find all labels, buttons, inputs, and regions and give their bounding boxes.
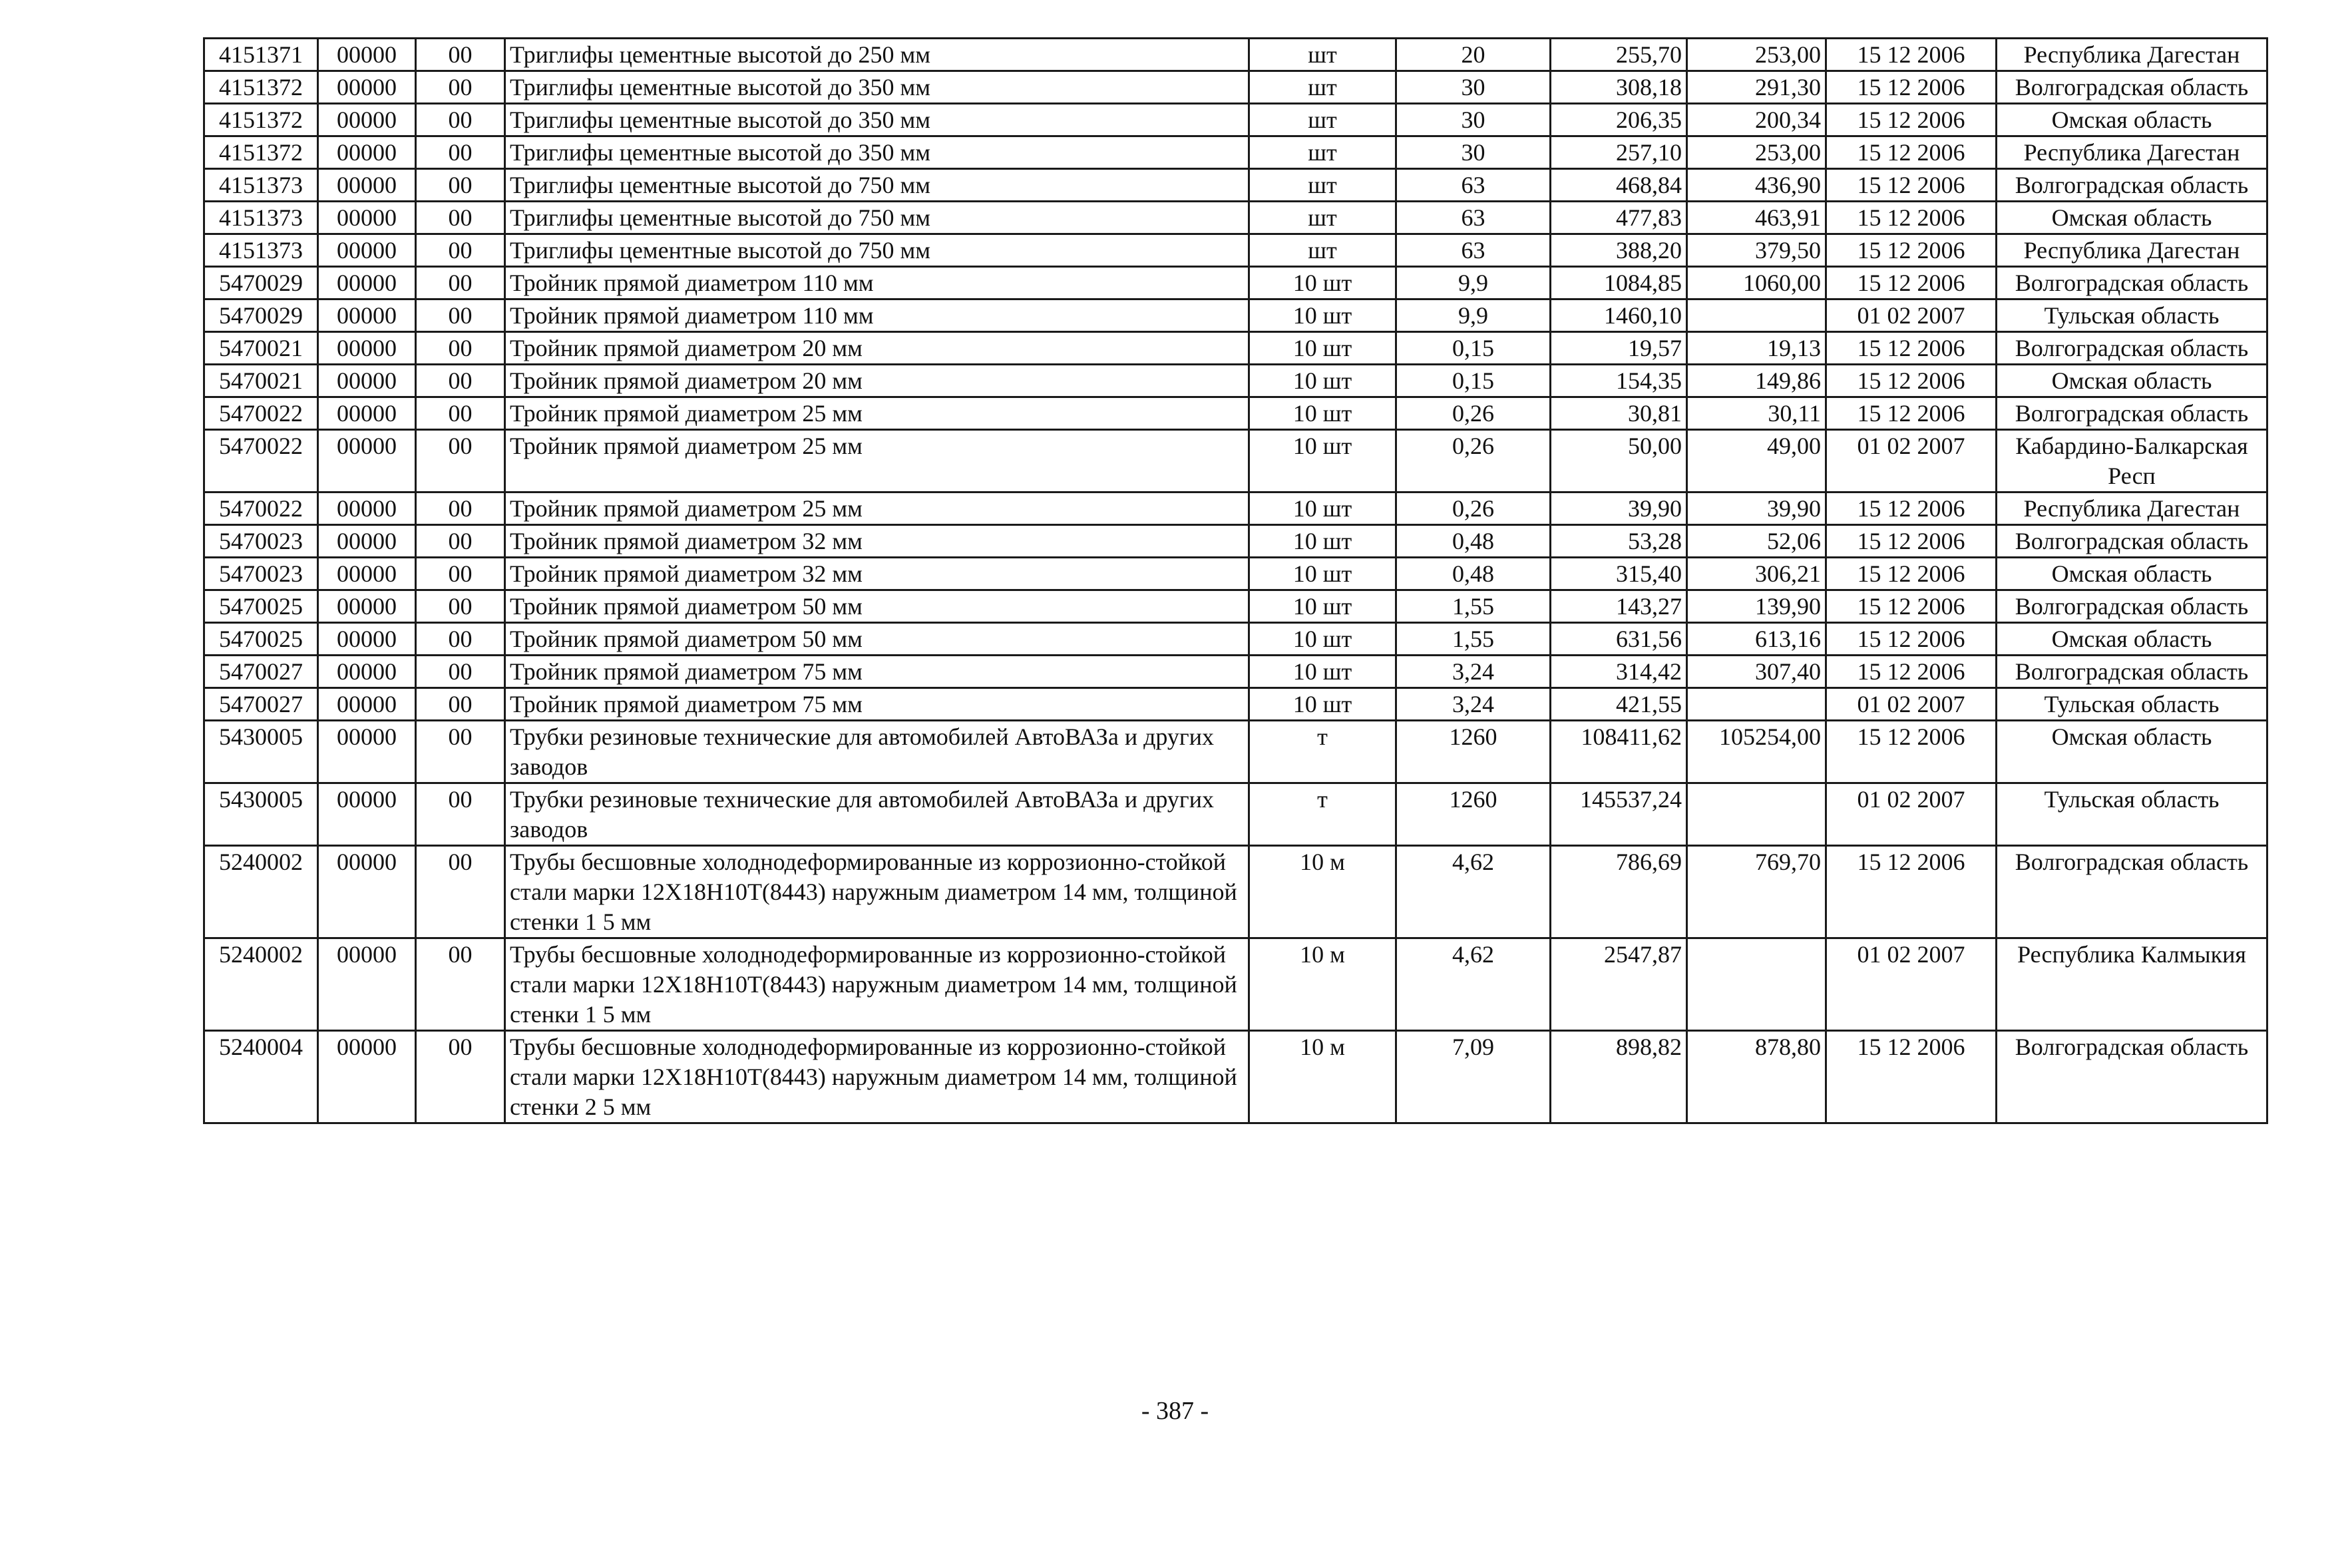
price-cell: 143,27 <box>1551 590 1687 623</box>
region-cell: Республика Дагестан <box>1997 39 2267 71</box>
unit-cell: шт <box>1249 169 1396 202</box>
price-cell: 30,81 <box>1551 397 1687 430</box>
price-alt-cell: 39,90 <box>1687 492 1826 525</box>
price-cell: 154,35 <box>1551 365 1687 397</box>
unit-cell: шт <box>1249 39 1396 71</box>
price-cell: 108411,62 <box>1551 721 1687 783</box>
quantity-cell: 30 <box>1396 104 1551 136</box>
table-row <box>204 136 2267 169</box>
product-name-cell: Триглифы цементные высотой до 350 мм <box>505 71 1249 104</box>
sub-code-cell: 00000 <box>318 846 416 938</box>
product-code-cell: 5470027 <box>204 656 318 688</box>
class-code-cell: 00 <box>416 623 505 656</box>
class-code-cell: 00 <box>416 688 505 721</box>
quantity-cell: 7,09 <box>1396 1031 1551 1123</box>
product-code-cell: 5240004 <box>204 1031 318 1123</box>
sub-code-cell: 00000 <box>318 39 416 71</box>
price-cell: 206,35 <box>1551 104 1687 136</box>
price-table <box>203 37 2268 1124</box>
class-code-cell: 00 <box>416 721 505 783</box>
quantity-cell: 30 <box>1396 71 1551 104</box>
table-row <box>204 558 2267 590</box>
unit-cell: т <box>1249 721 1396 783</box>
product-name-cell: Тройник прямой диаметром 110 мм <box>505 267 1249 299</box>
sub-code-cell: 00000 <box>318 267 416 299</box>
price-cell: 39,90 <box>1551 492 1687 525</box>
price-cell: 255,70 <box>1551 39 1687 71</box>
table-row <box>204 39 2267 71</box>
sub-code-cell: 00000 <box>318 1031 416 1123</box>
class-code-cell: 00 <box>416 783 505 846</box>
sub-code-cell: 00000 <box>318 234 416 267</box>
product-code-cell: 5430005 <box>204 721 318 783</box>
date-cell: 01 02 2007 <box>1826 430 1997 492</box>
class-code-cell: 00 <box>416 430 505 492</box>
region-cell: Тульская область <box>1997 299 2267 332</box>
sub-code-cell: 00000 <box>318 558 416 590</box>
product-name-cell: Триглифы цементные высотой до 750 мм <box>505 234 1249 267</box>
price-cell: 786,69 <box>1551 846 1687 938</box>
sub-code-cell: 00000 <box>318 397 416 430</box>
unit-cell: шт <box>1249 71 1396 104</box>
product-code-cell: 4151373 <box>204 234 318 267</box>
quantity-cell: 4,62 <box>1396 938 1551 1031</box>
product-code-cell: 5240002 <box>204 846 318 938</box>
table-row <box>204 590 2267 623</box>
price-cell: 1084,85 <box>1551 267 1687 299</box>
product-code-cell: 4151372 <box>204 136 318 169</box>
date-cell: 15 12 2006 <box>1826 623 1997 656</box>
class-code-cell: 00 <box>416 234 505 267</box>
table-row <box>204 169 2267 202</box>
product-name-cell: Тройник прямой диаметром 25 мм <box>505 397 1249 430</box>
quantity-cell: 9,9 <box>1396 299 1551 332</box>
price-cell: 19,57 <box>1551 332 1687 365</box>
unit-cell: 10 шт <box>1249 397 1396 430</box>
price-alt-cell: 253,00 <box>1687 136 1826 169</box>
class-code-cell: 00 <box>416 39 505 71</box>
region-cell: Волгоградская область <box>1997 525 2267 558</box>
date-cell: 15 12 2006 <box>1826 846 1997 938</box>
unit-cell: 10 шт <box>1249 430 1396 492</box>
price-alt-cell: 49,00 <box>1687 430 1826 492</box>
table-row <box>204 104 2267 136</box>
product-name-cell: Тройник прямой диаметром 50 мм <box>505 623 1249 656</box>
price-alt-cell: 139,90 <box>1687 590 1826 623</box>
region-cell: Волгоградская область <box>1997 1031 2267 1123</box>
region-cell: Тульская область <box>1997 688 2267 721</box>
sub-code-cell: 00000 <box>318 623 416 656</box>
quantity-cell: 9,9 <box>1396 267 1551 299</box>
class-code-cell: 00 <box>416 299 505 332</box>
price-cell: 468,84 <box>1551 169 1687 202</box>
price-alt-cell: 463,91 <box>1687 202 1826 234</box>
sub-code-cell: 00000 <box>318 721 416 783</box>
sub-code-cell: 00000 <box>318 430 416 492</box>
class-code-cell: 00 <box>416 365 505 397</box>
price-alt-cell <box>1687 299 1826 332</box>
table-row <box>204 430 2267 492</box>
product-name-cell: Трубки резиновые технические для автомобилей АвтоВАЗа и других заводов <box>505 783 1249 846</box>
date-cell: 15 12 2006 <box>1826 525 1997 558</box>
price-cell: 2547,87 <box>1551 938 1687 1031</box>
sub-code-cell: 00000 <box>318 365 416 397</box>
price-alt-cell: 1060,00 <box>1687 267 1826 299</box>
region-cell: Омская область <box>1997 623 2267 656</box>
unit-cell: 10 шт <box>1249 590 1396 623</box>
date-cell: 15 12 2006 <box>1826 656 1997 688</box>
quantity-cell: 3,24 <box>1396 688 1551 721</box>
product-code-cell: 4151371 <box>204 39 318 71</box>
price-alt-cell <box>1687 688 1826 721</box>
table-row <box>204 783 2267 846</box>
table-row <box>204 234 2267 267</box>
price-alt-cell: 149,86 <box>1687 365 1826 397</box>
date-cell: 01 02 2007 <box>1826 938 1997 1031</box>
product-code-cell: 5470025 <box>204 623 318 656</box>
quantity-cell: 0,15 <box>1396 332 1551 365</box>
price-alt-cell: 291,30 <box>1687 71 1826 104</box>
class-code-cell: 00 <box>416 1031 505 1123</box>
region-cell: Омская область <box>1997 558 2267 590</box>
product-code-cell: 5470027 <box>204 688 318 721</box>
product-code-cell: 5470023 <box>204 558 318 590</box>
price-cell: 314,42 <box>1551 656 1687 688</box>
unit-cell: шт <box>1249 136 1396 169</box>
date-cell: 15 12 2006 <box>1826 332 1997 365</box>
price-alt-cell: 52,06 <box>1687 525 1826 558</box>
date-cell: 15 12 2006 <box>1826 136 1997 169</box>
table-row <box>204 525 2267 558</box>
date-cell: 15 12 2006 <box>1826 365 1997 397</box>
table-row <box>204 71 2267 104</box>
price-cell: 308,18 <box>1551 71 1687 104</box>
product-name-cell: Триглифы цементные высотой до 350 мм <box>505 136 1249 169</box>
product-name-cell: Тройник прямой диаметром 75 мм <box>505 688 1249 721</box>
price-alt-cell: 306,21 <box>1687 558 1826 590</box>
class-code-cell: 00 <box>416 492 505 525</box>
price-cell: 145537,24 <box>1551 783 1687 846</box>
product-code-cell: 5430005 <box>204 783 318 846</box>
class-code-cell: 00 <box>416 558 505 590</box>
date-cell: 15 12 2006 <box>1826 71 1997 104</box>
class-code-cell: 00 <box>416 136 505 169</box>
product-code-cell: 5470022 <box>204 430 318 492</box>
product-code-cell: 5470021 <box>204 365 318 397</box>
region-cell: Кабардино-Балкарская Респ <box>1997 430 2267 492</box>
region-cell: Омская область <box>1997 365 2267 397</box>
sub-code-cell: 00000 <box>318 938 416 1031</box>
product-code-cell: 4151372 <box>204 71 318 104</box>
region-cell: Волгоградская область <box>1997 656 2267 688</box>
unit-cell: 10 шт <box>1249 656 1396 688</box>
price-alt-cell: 253,00 <box>1687 39 1826 71</box>
table-row <box>204 656 2267 688</box>
region-cell: Республика Дагестан <box>1997 136 2267 169</box>
quantity-cell: 0,26 <box>1396 492 1551 525</box>
product-code-cell: 5470022 <box>204 492 318 525</box>
product-name-cell: Трубы бесшовные холоднодеформированные из коррозионно-стойкой стали марки 12Х18Н10Т(8443) наружным диаметром 14 мм, толщиной стенки 1 5 мм <box>505 846 1249 938</box>
region-cell: Волгоградская область <box>1997 332 2267 365</box>
unit-cell: 10 м <box>1249 846 1396 938</box>
price-cell: 898,82 <box>1551 1031 1687 1123</box>
table-row <box>204 1031 2267 1123</box>
page-number: - 387 - <box>1141 1397 1209 1425</box>
unit-cell: 10 м <box>1249 938 1396 1031</box>
unit-cell: шт <box>1249 202 1396 234</box>
quantity-cell: 0,48 <box>1396 525 1551 558</box>
date-cell: 15 12 2006 <box>1826 1031 1997 1123</box>
product-code-cell: 5470025 <box>204 590 318 623</box>
class-code-cell: 00 <box>416 104 505 136</box>
product-name-cell: Триглифы цементные высотой до 750 мм <box>505 202 1249 234</box>
price-alt-cell: 379,50 <box>1687 234 1826 267</box>
class-code-cell: 00 <box>416 590 505 623</box>
sub-code-cell: 00000 <box>318 136 416 169</box>
product-name-cell: Трубки резиновые технические для автомобилей АвтоВАЗа и других заводов <box>505 721 1249 783</box>
price-cell: 421,55 <box>1551 688 1687 721</box>
quantity-cell: 0,15 <box>1396 365 1551 397</box>
product-name-cell: Трубы бесшовные холоднодеформированные из коррозионно-стойкой стали марки 12Х18Н10Т(8443) наружным диаметром 14 мм, толщиной стенки 2 5 мм <box>505 1031 1249 1123</box>
product-name-cell: Триглифы цементные высотой до 750 мм <box>505 169 1249 202</box>
date-cell: 01 02 2007 <box>1826 783 1997 846</box>
date-cell: 01 02 2007 <box>1826 688 1997 721</box>
region-cell: Волгоградская область <box>1997 397 2267 430</box>
sub-code-cell: 00000 <box>318 169 416 202</box>
quantity-cell: 0,48 <box>1396 558 1551 590</box>
region-cell: Республика Калмыкия <box>1997 938 2267 1031</box>
region-cell: Республика Дагестан <box>1997 234 2267 267</box>
table-row <box>204 846 2267 938</box>
sub-code-cell: 00000 <box>318 104 416 136</box>
sub-code-cell: 00000 <box>318 688 416 721</box>
price-cell: 53,28 <box>1551 525 1687 558</box>
table-row <box>204 332 2267 365</box>
product-code-cell: 5470029 <box>204 267 318 299</box>
date-cell: 15 12 2006 <box>1826 558 1997 590</box>
price-cell: 388,20 <box>1551 234 1687 267</box>
table-row <box>204 721 2267 783</box>
table-row <box>204 623 2267 656</box>
product-name-cell: Тройник прямой диаметром 32 мм <box>505 525 1249 558</box>
quantity-cell: 30 <box>1396 136 1551 169</box>
unit-cell: шт <box>1249 104 1396 136</box>
date-cell: 15 12 2006 <box>1826 492 1997 525</box>
quantity-cell: 0,26 <box>1396 430 1551 492</box>
price-cell: 315,40 <box>1551 558 1687 590</box>
product-name-cell: Тройник прямой диаметром 75 мм <box>505 656 1249 688</box>
price-alt-cell: 19,13 <box>1687 332 1826 365</box>
price-alt-cell: 769,70 <box>1687 846 1826 938</box>
product-name-cell: Тройник прямой диаметром 20 мм <box>505 332 1249 365</box>
date-cell: 15 12 2006 <box>1826 721 1997 783</box>
sub-code-cell: 00000 <box>318 71 416 104</box>
sub-code-cell: 00000 <box>318 492 416 525</box>
date-cell: 15 12 2006 <box>1826 234 1997 267</box>
product-name-cell: Тройник прямой диаметром 20 мм <box>505 365 1249 397</box>
price-alt-cell: 105254,00 <box>1687 721 1826 783</box>
price-alt-cell <box>1687 783 1826 846</box>
unit-cell: 10 шт <box>1249 267 1396 299</box>
class-code-cell: 00 <box>416 332 505 365</box>
date-cell: 15 12 2006 <box>1826 169 1997 202</box>
date-cell: 15 12 2006 <box>1826 39 1997 71</box>
quantity-cell: 20 <box>1396 39 1551 71</box>
product-name-cell: Тройник прямой диаметром 25 мм <box>505 430 1249 492</box>
class-code-cell: 00 <box>416 846 505 938</box>
quantity-cell: 3,24 <box>1396 656 1551 688</box>
table-body <box>204 39 2267 1123</box>
product-name-cell: Триглифы цементные высотой до 250 мм <box>505 39 1249 71</box>
unit-cell: 10 шт <box>1249 623 1396 656</box>
product-code-cell: 5240002 <box>204 938 318 1031</box>
sub-code-cell: 00000 <box>318 783 416 846</box>
class-code-cell: 00 <box>416 267 505 299</box>
price-alt-cell: 30,11 <box>1687 397 1826 430</box>
table-row <box>204 397 2267 430</box>
region-cell: Омская область <box>1997 202 2267 234</box>
price-cell: 631,56 <box>1551 623 1687 656</box>
unit-cell: 10 шт <box>1249 558 1396 590</box>
date-cell: 15 12 2006 <box>1826 590 1997 623</box>
unit-cell: шт <box>1249 234 1396 267</box>
unit-cell: 10 шт <box>1249 299 1396 332</box>
quantity-cell: 63 <box>1396 202 1551 234</box>
class-code-cell: 00 <box>416 169 505 202</box>
table-row <box>204 938 2267 1031</box>
product-code-cell: 5470021 <box>204 332 318 365</box>
sub-code-cell: 00000 <box>318 299 416 332</box>
date-cell: 15 12 2006 <box>1826 397 1997 430</box>
region-cell: Республика Дагестан <box>1997 492 2267 525</box>
class-code-cell: 00 <box>416 71 505 104</box>
unit-cell: 10 м <box>1249 1031 1396 1123</box>
product-name-cell: Тройник прямой диаметром 110 мм <box>505 299 1249 332</box>
table-row <box>204 299 2267 332</box>
table-row <box>204 688 2267 721</box>
region-cell: Волгоградская область <box>1997 169 2267 202</box>
quantity-cell: 63 <box>1396 234 1551 267</box>
product-code-cell: 5470023 <box>204 525 318 558</box>
product-code-cell: 4151372 <box>204 104 318 136</box>
quantity-cell: 63 <box>1396 169 1551 202</box>
sub-code-cell: 00000 <box>318 656 416 688</box>
quantity-cell: 1,55 <box>1396 590 1551 623</box>
class-code-cell: 00 <box>416 202 505 234</box>
unit-cell: 10 шт <box>1249 365 1396 397</box>
quantity-cell: 1260 <box>1396 721 1551 783</box>
class-code-cell: 00 <box>416 938 505 1031</box>
unit-cell: 10 шт <box>1249 525 1396 558</box>
price-alt-cell: 878,80 <box>1687 1031 1826 1123</box>
price-cell: 257,10 <box>1551 136 1687 169</box>
price-cell: 477,83 <box>1551 202 1687 234</box>
product-code-cell: 5470022 <box>204 397 318 430</box>
price-alt-cell: 307,40 <box>1687 656 1826 688</box>
quantity-cell: 4,62 <box>1396 846 1551 938</box>
region-cell: Волгоградская область <box>1997 846 2267 938</box>
unit-cell: 10 шт <box>1249 688 1396 721</box>
region-cell: Волгоградская область <box>1997 590 2267 623</box>
price-alt-cell <box>1687 938 1826 1031</box>
class-code-cell: 00 <box>416 656 505 688</box>
date-cell: 15 12 2006 <box>1826 104 1997 136</box>
unit-cell: 10 шт <box>1249 332 1396 365</box>
unit-cell: т <box>1249 783 1396 846</box>
region-cell: Омская область <box>1997 104 2267 136</box>
price-alt-cell: 436,90 <box>1687 169 1826 202</box>
table-row <box>204 202 2267 234</box>
product-name-cell: Тройник прямой диаметром 32 мм <box>505 558 1249 590</box>
date-cell: 15 12 2006 <box>1826 267 1997 299</box>
price-cell: 50,00 <box>1551 430 1687 492</box>
region-cell: Тульская область <box>1997 783 2267 846</box>
table-row <box>204 365 2267 397</box>
unit-cell: 10 шт <box>1249 492 1396 525</box>
product-name-cell: Триглифы цементные высотой до 350 мм <box>505 104 1249 136</box>
region-cell: Волгоградская область <box>1997 267 2267 299</box>
class-code-cell: 00 <box>416 397 505 430</box>
sub-code-cell: 00000 <box>318 332 416 365</box>
quantity-cell: 1,55 <box>1396 623 1551 656</box>
product-name-cell: Тройник прямой диаметром 25 мм <box>505 492 1249 525</box>
date-cell: 01 02 2007 <box>1826 299 1997 332</box>
sub-code-cell: 00000 <box>318 590 416 623</box>
price-alt-cell: 200,34 <box>1687 104 1826 136</box>
date-cell: 15 12 2006 <box>1826 202 1997 234</box>
product-code-cell: 4151373 <box>204 202 318 234</box>
quantity-cell: 0,26 <box>1396 397 1551 430</box>
sub-code-cell: 00000 <box>318 202 416 234</box>
price-alt-cell: 613,16 <box>1687 623 1826 656</box>
class-code-cell: 00 <box>416 525 505 558</box>
region-cell: Волгоградская область <box>1997 71 2267 104</box>
product-name-cell: Тройник прямой диаметром 50 мм <box>505 590 1249 623</box>
price-cell: 1460,10 <box>1551 299 1687 332</box>
table-row <box>204 492 2267 525</box>
table-row <box>204 267 2267 299</box>
product-name-cell: Трубы бесшовные холоднодеформированные из коррозионно-стойкой стали марки 12Х18Н10Т(8443) наружным диаметром 14 мм, толщиной стенки 1 5 мм <box>505 938 1249 1031</box>
product-code-cell: 5470029 <box>204 299 318 332</box>
product-code-cell: 4151373 <box>204 169 318 202</box>
sub-code-cell: 00000 <box>318 525 416 558</box>
quantity-cell: 1260 <box>1396 783 1551 846</box>
region-cell: Омская область <box>1997 721 2267 783</box>
